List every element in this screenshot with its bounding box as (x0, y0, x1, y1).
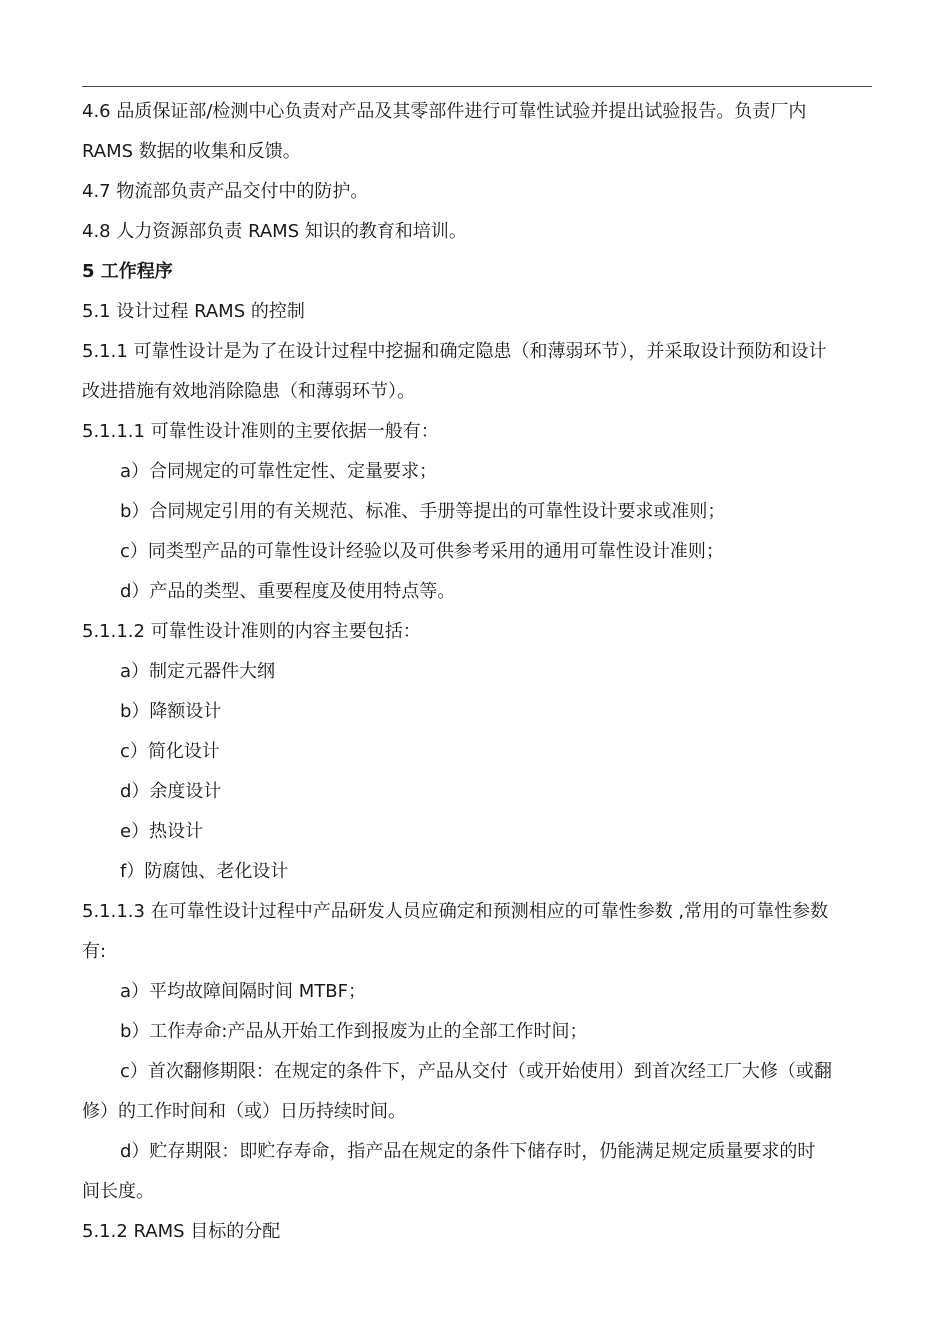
paragraph-line: 5.1.1.2 可靠性设计准则的内容主要包括： (82, 621, 421, 642)
paragraph-line: a）制定元器件大纲 (120, 661, 276, 682)
paragraph-line: 5.1.1.1 可靠性设计准则的主要依据一般有： (82, 421, 439, 442)
paragraph-line: c）首次翻修期限：在规定的条件下，产品从交付（或开始使用）到首次经工厂大修（或翻 (120, 1061, 832, 1082)
paragraph-line: 有: (82, 941, 107, 962)
paragraph-line: d）产品的类型、重要程度及使用特点等。 (120, 581, 456, 602)
paragraph-line: f）防腐蚀、老化设计 (120, 861, 289, 882)
paragraph-line: 修）的工作时间和（或）日历持续时间。 (82, 1101, 406, 1122)
paragraph-line: 5.1 设计过程 RAMS 的控制 (82, 301, 305, 322)
paragraph-line: c）简化设计 (120, 741, 220, 762)
paragraph-line: 4.8 人力资源部负责 RAMS 知识的教育和培训。 (82, 221, 467, 242)
header-rule (82, 86, 872, 87)
paragraph-line: 4.7 物流部负责产品交付中的防护。 (82, 181, 369, 202)
paragraph-line: b）合同规定引用的有关规范、标准、手册等提出的可靠性设计要求或准则； (120, 501, 726, 522)
paragraph-line: a）平均故障间隔时间 MTBF； (120, 981, 366, 1002)
document-body (82, 92, 872, 1252)
paragraph-line: 4.6 品质保证部/检测中心负责对产品及其零部件进行可靠性试验并提出试验报告。负责厂内 (82, 101, 807, 122)
paragraph-line: 5.1.2 RAMS 目标的分配 (82, 1221, 281, 1242)
paragraph-line: b）降额设计 (120, 701, 222, 722)
paragraph-line: 间长度。 (82, 1181, 154, 1202)
paragraph-line: 5.1.1.3 在可靠性设计过程中产品研发人员应确定和预测相应的可靠性参数 ,常用的可靠性参数 (82, 901, 829, 922)
section-heading: 5 工作程序 (82, 261, 173, 282)
paragraph-line: RAMS 数据的收集和反馈。 (82, 141, 301, 162)
paragraph-line: e）热设计 (120, 821, 204, 842)
paragraph-line: d）余度设计 (120, 781, 222, 802)
paragraph-line: 5.1.1 可靠性设计是为了在设计过程中挖掘和确定隐患（和薄弱环节），并采取设计预防和设计 (82, 341, 827, 362)
paragraph-line: a）合同规定的可靠性定性、定量要求； (120, 461, 438, 482)
paragraph-line: d）贮存期限：即贮存寿命，指产品在规定的条件下储存时，仍能满足规定质量要求的时 (120, 1141, 816, 1162)
paragraph-line: c）同类型产品的可靠性设计经验以及可供参考采用的通用可靠性设计准则； (120, 541, 724, 562)
paragraph-line: b）工作寿命:产品从开始工作到报废为止的全部工作时间； (120, 1021, 588, 1042)
paragraph-line: 改进措施有效地消除隐患（和薄弱环节）。 (82, 381, 415, 402)
